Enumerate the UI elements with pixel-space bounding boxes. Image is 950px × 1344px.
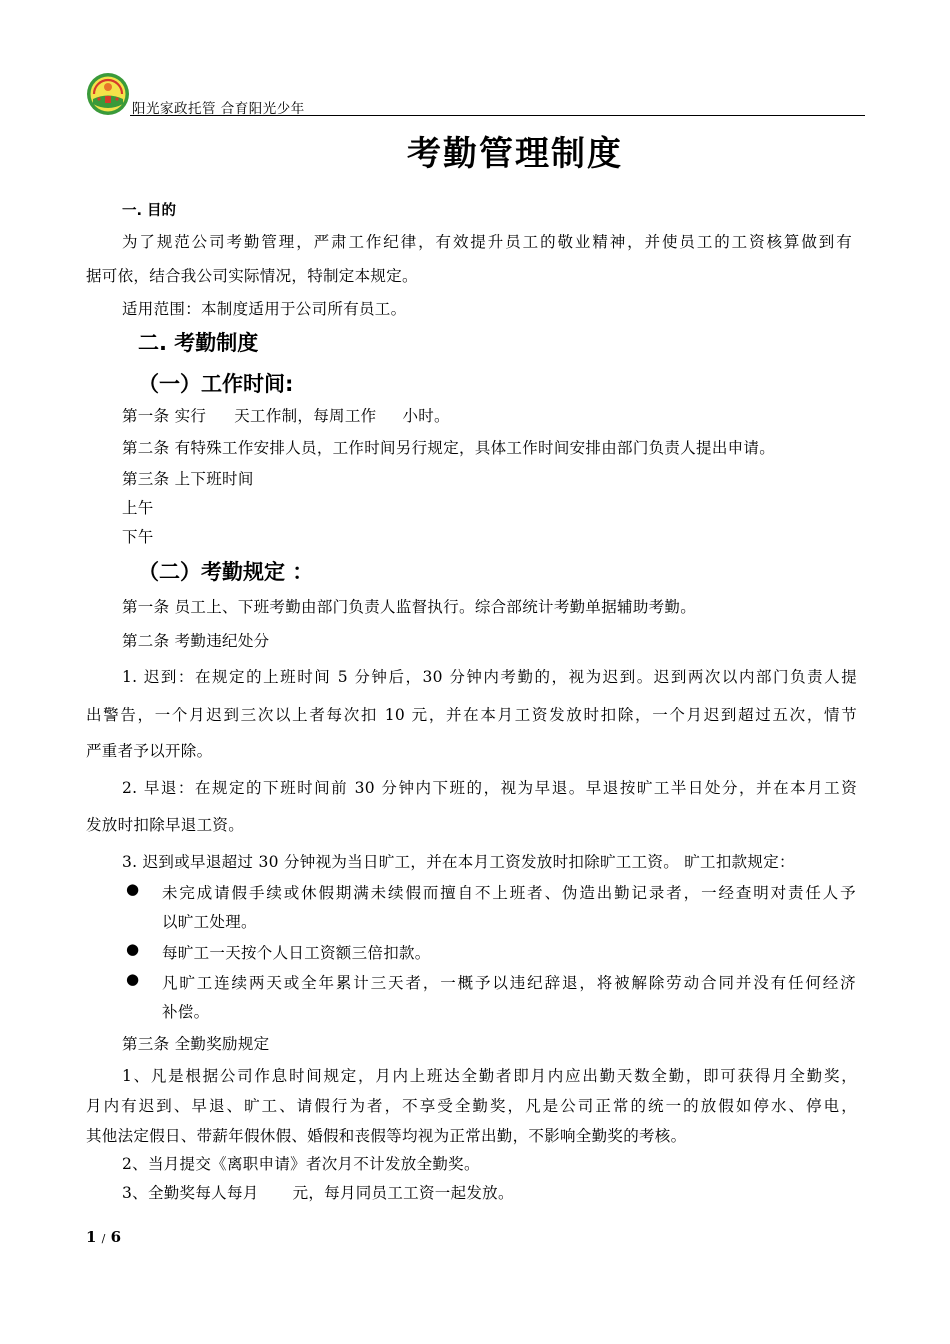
bullet-item: 凡旷工连续两天或全年累计三天者，一概予以违纪辞退，将被解除劳动合同并没有任何经济 (162, 974, 856, 992)
paragraph-line: 发放时扣除早退工资。 (86, 816, 245, 834)
bullet-item-continued: 以旷工处理。 (162, 913, 257, 931)
paragraph-line: 月内有迟到、早退、旷工、请假行为者，不享受全勤奖，凡是公司正常的统一的放假如停水、停电， (86, 1097, 857, 1115)
bullet-icon: ● (126, 940, 140, 958)
document-title: 考勤管理制度 (407, 134, 623, 174)
article-line: 第三条 上下班时间 (122, 470, 254, 488)
bullet-icon: ● (126, 880, 140, 898)
subsection-heading-rules: （二）考勤规定 ： (138, 560, 314, 584)
paragraph-line: 3、全勤奖每人每月 元，每月同员工工资一起发放。 (122, 1184, 514, 1202)
paragraph-line: 1. 迟到：在规定的上班时间 5 分钟后，30 分钟内考勤的，视为迟到。迟到两次以内部门负责人提 (122, 668, 857, 686)
article-line: 第一条 员工上、下班考勤由部门负责人监督执行。综合部统计考勤单据辅助考勤。 (122, 598, 697, 616)
paragraph-line: 2. 早退：在规定的下班时间前 30 分钟内下班的，视为早退。早退按旷工半日处分，并在本月工资 (122, 779, 857, 797)
paragraph-line: 1、凡是根据公司作息时间规定，月内上班达全勤者即月内应出勤天数全勤，即可获得月全勤奖， (122, 1067, 857, 1085)
bullet-icon: ● (126, 970, 140, 988)
afternoon-label: 下午 (122, 528, 154, 546)
paragraph-line: 3. 迟到或早退超过 30 分钟视为当日旷工，并在本月工资发放时扣除旷工工资。 旷工扣款规定： (122, 853, 795, 871)
article-line: 第一条 实行 天工作制，每周工作 小时。 (122, 407, 450, 425)
bullet-item: 未完成请假手续或休假期满未续假而擅自不上班者、伪造出勤记录者，一经查明对责任人予 (162, 884, 856, 902)
article-line: 第二条 考勤违纪处分 (122, 632, 270, 650)
article-line: 第二条 有特殊工作安排人员，工作时间另行规定，具体工作时间安排由部门负责人提出申请。 (122, 439, 776, 457)
paragraph-line: 适用范围：本制度适用于公司所有员工。 (122, 300, 407, 318)
paragraph-line: 据可依，结合我公司实际情况，特制定本规定。 (86, 267, 418, 285)
morning-label: 上午 (122, 499, 154, 517)
logo-emblem (86, 72, 130, 116)
paragraph-line: 其他法定假日、带薪年假休假、婚假和丧假等均视为正常出勤，不影响全勤奖的考核。 (86, 1127, 687, 1145)
paragraph-line: 2、当月提交《离职申请》者次月不计发放全勤奖。 (122, 1155, 480, 1173)
section-heading-purpose: 一. 目的 (122, 203, 177, 219)
header-slogan: 阳光家政托管 合育阳光少年 (132, 101, 305, 117)
paragraph-line: 严重者予以开除。 (86, 742, 213, 760)
paragraph-line: 出警告，一个月迟到三次以上者每次扣 10 元，并在本月工资发放时扣除，一个月迟到超过五次，情节 (86, 706, 857, 724)
bullet-item-continued: 补偿。 (162, 1003, 210, 1021)
page-number: 1 / 6 (86, 1228, 122, 1246)
paragraph-line: 为了规范公司考勤管理，严肃工作纪律，有效提升员工的敬业精神，并使员工的工资核算做到有 (122, 233, 852, 251)
bullet-item: 每旷工一天按个人日工资额三倍扣款。 (162, 944, 431, 962)
header-divider (130, 115, 865, 116)
section-heading-attendance: 二. 考勤制度 (138, 331, 259, 355)
subsection-heading-work-hours: （一）工作时间: (138, 372, 294, 396)
article-line: 第三条 全勤奖励规定 (122, 1035, 270, 1053)
